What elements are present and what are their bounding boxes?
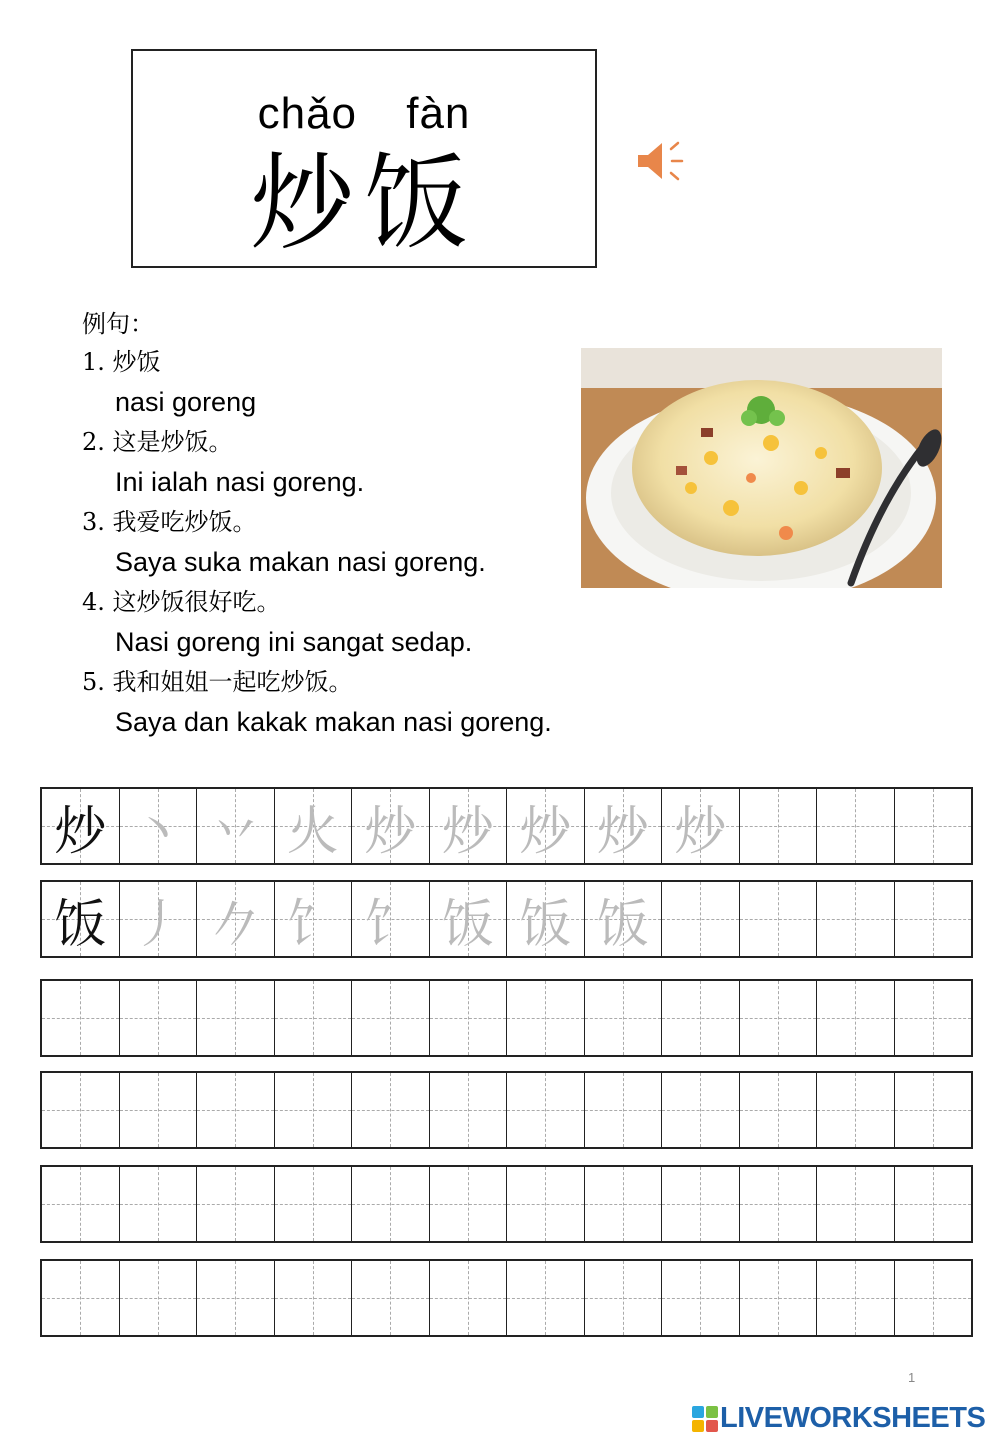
trace-character (197, 981, 274, 1055)
sentence-item (82, 422, 552, 502)
trace-character (895, 981, 972, 1055)
sentence-malay: Saya dan kakak makan nasi goreng. (115, 707, 552, 737)
trace-character: 饣 (286, 894, 339, 955)
writing-cell[interactable] (351, 789, 429, 863)
trace-character (430, 1261, 507, 1335)
trace-character (585, 1167, 662, 1241)
sentences-heading: 例句： (82, 310, 154, 338)
writing-cell[interactable] (506, 1261, 584, 1335)
writing-cell[interactable] (429, 1073, 507, 1147)
model-character (42, 1167, 119, 1241)
writing-cell[interactable] (351, 882, 429, 956)
practice-row (40, 1165, 973, 1243)
model-character-cell (42, 981, 119, 1055)
sentence-malay: Saya suka makan nasi goreng. (115, 547, 486, 577)
trace-character (662, 981, 739, 1055)
model-character (42, 1261, 119, 1335)
writing-cell[interactable] (274, 1073, 352, 1147)
writing-cell[interactable] (894, 981, 972, 1055)
trace-character (120, 1073, 197, 1147)
trace-character (507, 1261, 584, 1335)
practice-row (40, 1071, 973, 1149)
writing-cell[interactable] (119, 981, 197, 1055)
writing-cell[interactable] (816, 981, 894, 1055)
writing-cell[interactable] (196, 981, 274, 1055)
writing-cell[interactable] (661, 1167, 739, 1241)
writing-cell[interactable] (119, 882, 197, 956)
writing-cell[interactable] (274, 981, 352, 1055)
writing-cell[interactable] (506, 882, 584, 956)
writing-cell[interactable] (506, 1167, 584, 1241)
trace-character (740, 1167, 817, 1241)
writing-cell[interactable] (739, 1073, 817, 1147)
sentence-malay: nasi goreng (115, 387, 257, 417)
sentence-malay: Ini ialah nasi goreng. (115, 467, 365, 497)
practice-row (40, 979, 973, 1057)
writing-cell[interactable] (119, 1167, 197, 1241)
trace-character (585, 1073, 662, 1147)
page-number: 1 (908, 1370, 916, 1385)
trace-character (507, 1073, 584, 1147)
trace-character (352, 1261, 429, 1335)
trace-character (662, 1261, 739, 1335)
writing-cell[interactable] (739, 981, 817, 1055)
writing-cell[interactable] (196, 1167, 274, 1241)
trace-character: 炒 (364, 801, 417, 862)
trace-character (120, 981, 197, 1055)
sentence-chinese: 2. 这是炒饭。 (82, 428, 233, 456)
model-character-cell (42, 789, 119, 863)
writing-cell[interactable] (661, 789, 739, 863)
trace-character (507, 1167, 584, 1241)
trace-character (352, 1167, 429, 1241)
trace-character (120, 1261, 197, 1335)
trace-character (197, 1073, 274, 1147)
trace-character (662, 1167, 739, 1241)
writing-cell[interactable] (661, 981, 739, 1055)
trace-character: 炒 (519, 801, 572, 862)
hanzi-title: 炒饭 (249, 142, 478, 264)
practice-row (40, 1259, 973, 1337)
writing-cell[interactable] (584, 1167, 662, 1241)
writing-cell[interactable] (739, 789, 817, 863)
brand-text: LIVEWORKSHEETS (720, 1402, 986, 1434)
trace-character (817, 789, 894, 863)
writing-cell[interactable] (894, 1073, 972, 1147)
trace-character: 丿 (131, 894, 184, 955)
trace-character (895, 789, 972, 863)
trace-character (662, 1073, 739, 1147)
writing-cell[interactable] (506, 981, 584, 1055)
practice-row (40, 787, 973, 865)
trace-character: 𠂊 (209, 894, 262, 955)
sentence-item (82, 662, 552, 742)
writing-cell[interactable] (351, 1261, 429, 1335)
trace-character (275, 981, 352, 1055)
writing-cell[interactable] (661, 1073, 739, 1147)
trace-character (740, 1261, 817, 1335)
trace-character (430, 981, 507, 1055)
writing-cell[interactable] (661, 882, 739, 956)
trace-character (197, 1167, 274, 1241)
practice-row (40, 880, 973, 958)
writing-cell[interactable] (196, 1261, 274, 1335)
trace-character (275, 1167, 352, 1241)
writing-cell[interactable] (429, 882, 507, 956)
trace-character (662, 882, 739, 956)
writing-cell[interactable] (196, 1073, 274, 1147)
writing-cell[interactable] (351, 981, 429, 1055)
model-character-cell (42, 1167, 119, 1241)
writing-cell[interactable] (816, 1167, 894, 1241)
writing-cell[interactable] (894, 882, 972, 956)
trace-character: 丶 (131, 801, 184, 862)
trace-character (352, 981, 429, 1055)
writing-cell[interactable] (739, 882, 817, 956)
trace-character (197, 1261, 274, 1335)
trace-character (740, 789, 817, 863)
trace-character: 饣 (364, 894, 417, 955)
speaker-icon[interactable] (634, 138, 686, 184)
trace-character (817, 1261, 894, 1335)
trace-character (740, 882, 817, 956)
sentence-chinese: 5. 我和姐姐一起吃炒饭。 (82, 668, 353, 696)
writing-cell[interactable] (816, 789, 894, 863)
writing-cell[interactable] (429, 1261, 507, 1335)
model-character (42, 1073, 119, 1147)
trace-character (895, 1167, 972, 1241)
trace-character: 饭 (441, 894, 494, 955)
pinyin-label: chǎo fàn (257, 89, 471, 138)
writing-cell[interactable] (584, 981, 662, 1055)
model-character: 炒 (54, 801, 107, 862)
model-character-cell (42, 1261, 119, 1335)
writing-cell[interactable] (816, 1073, 894, 1147)
sentence-item (82, 502, 552, 582)
trace-character (817, 981, 894, 1055)
model-character-cell (42, 882, 119, 956)
writing-cell[interactable] (894, 1261, 972, 1335)
writing-cell[interactable] (584, 1073, 662, 1147)
writing-cell[interactable] (196, 882, 274, 956)
trace-character (352, 1073, 429, 1147)
trace-character (120, 1167, 197, 1241)
model-character (42, 981, 119, 1055)
writing-cell[interactable] (351, 1167, 429, 1241)
trace-character (585, 1261, 662, 1335)
writing-cell[interactable] (584, 789, 662, 863)
sentence-item (82, 342, 552, 422)
writing-cell[interactable] (816, 882, 894, 956)
trace-character (817, 1073, 894, 1147)
writing-cell[interactable] (816, 1261, 894, 1335)
trace-character (507, 981, 584, 1055)
writing-cell[interactable] (274, 882, 352, 956)
trace-character (895, 882, 972, 956)
writing-cell[interactable] (351, 1073, 429, 1147)
trace-character (275, 1073, 352, 1147)
liveworksheets-logo-icon (692, 1406, 718, 1432)
writing-cell[interactable] (429, 789, 507, 863)
fried-rice-image (581, 348, 942, 588)
writing-cell[interactable] (119, 1261, 197, 1335)
trace-character (817, 1167, 894, 1241)
trace-character (275, 1261, 352, 1335)
trace-character (740, 981, 817, 1055)
sentence-item (82, 582, 552, 662)
sentence-chinese: 4. 这炒饭很好吃。 (82, 588, 281, 616)
writing-cell[interactable] (506, 789, 584, 863)
writing-cell[interactable] (274, 789, 352, 863)
writing-cell[interactable] (274, 1167, 352, 1241)
sentence-chinese: 1. 炒饭 (82, 348, 161, 376)
writing-cell[interactable] (584, 882, 662, 956)
liveworksheets-brand (692, 1402, 985, 1435)
vocabulary-title-box (131, 49, 597, 268)
writing-cell[interactable] (739, 1261, 817, 1335)
trace-character: 饭 (596, 894, 649, 955)
trace-character: 炒 (441, 801, 494, 862)
sentence-malay: Nasi goreng ini sangat sedap. (115, 627, 473, 657)
trace-character (430, 1167, 507, 1241)
writing-cell[interactable] (894, 1167, 972, 1241)
writing-cell[interactable] (196, 789, 274, 863)
writing-cell[interactable] (429, 1167, 507, 1241)
writing-cell[interactable] (584, 1261, 662, 1335)
sentence-chinese: 3. 我爱吃炒饭。 (82, 508, 257, 536)
example-sentences (82, 304, 552, 742)
trace-character: 饭 (519, 894, 572, 955)
trace-character (585, 981, 662, 1055)
model-character: 饭 (54, 894, 107, 955)
writing-cell[interactable] (894, 789, 972, 863)
trace-character: 炒 (596, 801, 649, 862)
trace-character (430, 1073, 507, 1147)
writing-cell[interactable] (429, 981, 507, 1055)
writing-cell[interactable] (274, 1261, 352, 1335)
writing-cell[interactable] (119, 1073, 197, 1147)
trace-character (895, 1073, 972, 1147)
model-character-cell (42, 1073, 119, 1147)
trace-character (740, 1073, 817, 1147)
trace-character (895, 1261, 972, 1335)
trace-character (817, 882, 894, 956)
writing-cell[interactable] (119, 789, 197, 863)
writing-cell[interactable] (739, 1167, 817, 1241)
trace-character: 火 (286, 801, 339, 862)
writing-cell[interactable] (661, 1261, 739, 1335)
writing-cell[interactable] (506, 1073, 584, 1147)
trace-character: 炒 (674, 801, 727, 862)
trace-character: 丷 (209, 801, 262, 862)
